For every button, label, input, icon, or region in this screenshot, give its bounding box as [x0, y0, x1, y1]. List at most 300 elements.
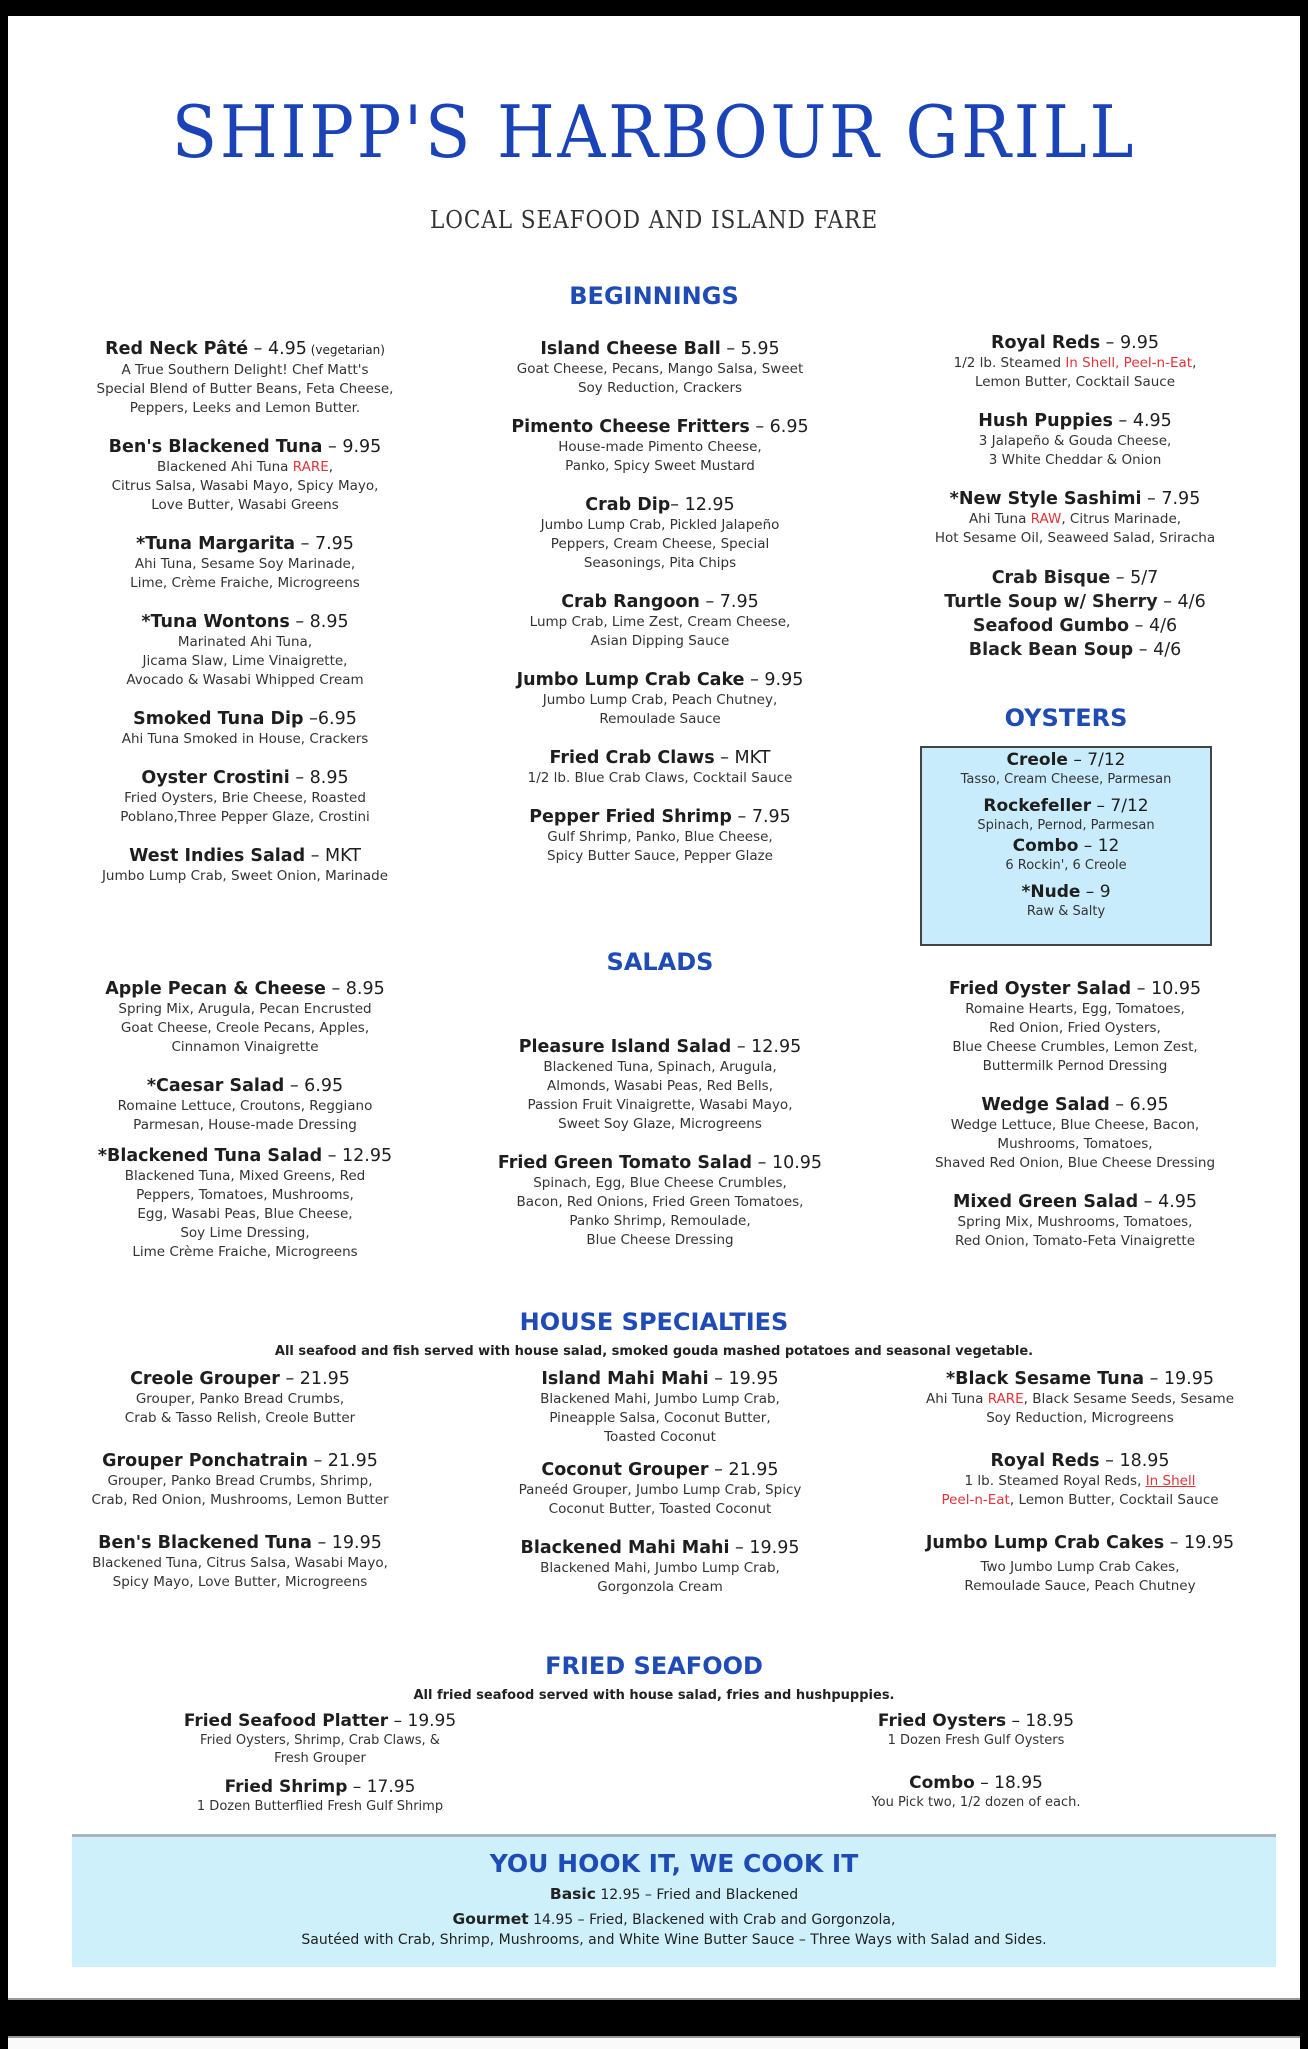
desc-line: Fresh Grouper	[274, 1751, 366, 1766]
desc-line: Remoulade Sauce	[599, 711, 721, 727]
desc-line: Asian Dipping Sauce	[590, 633, 730, 649]
fried-right-column	[826, 1710, 1126, 1830]
desc-line: Soy Lime Dressing,	[180, 1225, 310, 1241]
item-name: *Tuna Margarita	[136, 534, 296, 554]
desc-line: Red Onion, Fried Oysters,	[989, 1020, 1161, 1036]
item-price: 4/6	[1148, 616, 1178, 636]
separator: –	[1131, 979, 1152, 999]
menu-item	[470, 1459, 850, 1519]
desc-line: Gorgonzola Cream	[597, 1579, 723, 1595]
desc-text: Blackened Ahi Tuna	[156, 459, 293, 475]
item-description	[470, 1058, 850, 1134]
house-left-column	[50, 1368, 430, 1610]
highlight-text: In Shell, Peel-n-Eat	[1065, 355, 1193, 371]
item-name: Smoked Tuna Dip	[133, 709, 304, 729]
separator: –	[388, 1711, 408, 1731]
option-label: Gourmet	[452, 1910, 529, 1928]
desc-line: Romaine Hearts, Egg, Tomatoes,	[965, 1001, 1185, 1017]
item-name: Apple Pecan & Cheese	[105, 979, 326, 999]
separator: –	[1110, 568, 1131, 588]
separator: –	[1091, 796, 1111, 816]
option-text: 12.95 – Fried and Blackened	[595, 1887, 799, 1903]
item-name: Crab Dip	[585, 495, 671, 515]
desc-text: Ahi Tuna	[925, 1391, 988, 1407]
menu-item	[826, 1710, 1126, 1750]
item-name: Black Bean Soup	[968, 640, 1134, 660]
desc-line: Special Blend of Butter Beans, Feta Cheese,	[96, 381, 394, 397]
item-price: 18.95	[1025, 1711, 1075, 1731]
item-name: Red Neck Pâté	[105, 339, 249, 359]
item-price: 19.95	[407, 1711, 457, 1731]
desc-line: Grouper, Panko Bread Crumbs, Shrimp,	[107, 1473, 373, 1489]
item-name: Fried Seafood Platter	[183, 1711, 389, 1731]
house-middle-column	[470, 1368, 850, 1615]
menu-item	[60, 845, 430, 886]
section-heading-fried-seafood: FRIED SEAFOOD	[545, 1652, 763, 1680]
separator: –	[974, 1773, 995, 1793]
item-price: 19.95	[1163, 1369, 1215, 1389]
item-price: 4.95	[267, 339, 307, 359]
item-price: 12.95	[342, 1146, 393, 1166]
desc-line: Buttermilk Pernod Dressing	[982, 1058, 1168, 1074]
item-description	[60, 730, 430, 749]
item-description: 6 Rockin', 6 Creole	[1005, 858, 1127, 873]
separator: –	[1144, 1369, 1164, 1389]
desc-line: Blackened Tuna, Mixed Greens, Red	[124, 1168, 366, 1184]
section-heading-house-specialties: HOUSE SPECIALTIES	[519, 1308, 789, 1336]
item-price: 8.95	[309, 768, 349, 788]
desc-line: Passion Fruit Vinaigrette, Wasabi Mayo,	[527, 1097, 793, 1113]
separator: –	[248, 339, 268, 359]
desc-line: Jumbo Lump Crab, Sweet Onion, Marinade	[101, 868, 389, 884]
item-name: *Caesar Salad	[146, 1076, 285, 1096]
item-description	[470, 516, 850, 573]
menu-item	[470, 669, 850, 729]
next-page-edge	[8, 2036, 1300, 2049]
item-price: 5/7	[1130, 568, 1159, 588]
desc-text: , Citrus Marinade,	[1061, 511, 1182, 527]
item-price: 12	[1097, 836, 1120, 856]
item-name: Pleasure Island Salad	[518, 1037, 732, 1057]
menu-item	[880, 410, 1270, 470]
menu-item	[922, 750, 1210, 788]
soup-item	[880, 590, 1270, 614]
desc-line: Parmesan, House-made Dressing	[133, 1117, 357, 1133]
desc-line: Soy Reduction, Microgreens	[986, 1410, 1174, 1426]
menu-item	[922, 796, 1210, 834]
desc-line: Fried Oysters, Shrimp, Crab Claws, &	[200, 1733, 440, 1748]
desc-text: ,	[1192, 355, 1197, 371]
item-note: (vegetarian)	[306, 343, 385, 357]
section-heading-salads: SALADS	[606, 948, 714, 976]
menu-item	[160, 1776, 480, 1816]
item-description	[470, 1174, 850, 1250]
item-name: Creole	[1006, 750, 1068, 770]
menu-item	[50, 1532, 430, 1592]
item-price: 6.95	[1129, 1095, 1169, 1115]
menu-page	[8, 16, 1300, 2000]
item-price: 7/12	[1087, 750, 1126, 770]
separator: –	[699, 592, 720, 612]
desc-line: Love Butter, Wasabi Greens	[151, 497, 339, 513]
item-description	[60, 1167, 430, 1262]
separator: –	[303, 709, 318, 729]
item-description: Raw & Salty	[1026, 904, 1106, 919]
item-price: 21.95	[299, 1369, 350, 1389]
menu-item	[880, 1368, 1280, 1428]
menu-item	[60, 1075, 430, 1135]
separator: –	[1129, 616, 1149, 636]
desc-line: Poblano,Three Pepper Glaze, Crostini	[120, 809, 370, 825]
item-price: 12.95	[751, 1037, 802, 1057]
menu-item	[880, 1094, 1270, 1173]
item-description	[880, 1213, 1270, 1251]
item-price: 8.95	[309, 612, 349, 632]
item-price: 19.95	[331, 1533, 382, 1553]
separator: –	[1067, 750, 1088, 770]
item-price: 9.95	[1120, 333, 1159, 353]
desc-line: Blue Cheese Dressing	[586, 1232, 734, 1248]
menu-item	[470, 416, 850, 476]
item-description	[60, 361, 430, 418]
separator: –	[1133, 640, 1154, 660]
separator: –	[1138, 1192, 1159, 1212]
separator: –	[325, 979, 346, 999]
highlight-text: RARE	[987, 1391, 1024, 1407]
separator: –	[284, 1076, 305, 1096]
desc-line: You Pick two, 1/2 dozen of each.	[871, 1795, 1081, 1810]
item-price: 7.95	[314, 534, 354, 554]
item-description	[826, 1794, 1126, 1812]
option-text: 14.95 – Fried, Blackened with Crab and Gorgonzola,	[528, 1912, 896, 1928]
item-price: 8.95	[345, 979, 385, 999]
beginnings-left-column	[60, 338, 430, 904]
item-name: Jumbo Lump Crab Cakes	[925, 1533, 1165, 1553]
desc-line: Peppers, Cream Cheese, Special	[550, 536, 770, 552]
desc-line: Mushrooms, Tomatoes,	[997, 1136, 1153, 1152]
desc-line: Toasted Coconut	[604, 1429, 716, 1445]
item-price: 17.95	[366, 1777, 416, 1797]
desc-line: Hot Sesame Oil, Seaweed Salad, Sriracha	[934, 530, 1216, 546]
desc-line: Red Onion, Tomato-Feta Vinaigrette	[954, 1233, 1196, 1249]
desc-line: Egg, Wasabi Peas, Blue Cheese,	[137, 1206, 353, 1222]
desc-line: A True Southern Delight! Chef Matt's	[121, 362, 369, 378]
item-price: MKT	[325, 846, 361, 866]
desc-line: Sweet Soy Glaze, Microgreens	[558, 1116, 762, 1132]
desc-line: Fried Oysters, Brie Cheese, Roasted	[124, 790, 366, 806]
desc-line: Cinnamon Vinaigrette	[171, 1039, 319, 1055]
item-price: 7.95	[751, 807, 791, 827]
desc-line: Paneéd Grouper, Jumbo Lump Crab, Spicy	[518, 1482, 802, 1498]
oysters-box	[920, 746, 1212, 946]
menu-item	[470, 494, 850, 573]
desc-line: Spring Mix, Mushrooms, Tomatoes,	[957, 1214, 1193, 1230]
item-description	[470, 613, 850, 651]
menu-item	[880, 332, 1270, 392]
desc-line: Pineapple Salsa, Coconut Butter,	[549, 1410, 771, 1426]
separator: –	[279, 1369, 300, 1389]
separator: –	[708, 1460, 729, 1480]
separator: –	[752, 1153, 772, 1173]
item-name: Crab Rangoon	[561, 592, 700, 612]
item-description	[470, 828, 850, 866]
separator: –	[305, 846, 326, 866]
item-description	[470, 769, 850, 788]
item-name: Creole Grouper	[130, 1369, 280, 1389]
gourmet-option-detail: Sautéed with Crab, Shrimp, Mushrooms, and White Wine Butter Sauce – Three Ways with Salad and Sides.	[301, 1932, 1047, 1948]
item-name: *New Style Sashimi	[949, 489, 1142, 509]
menu-item	[60, 533, 430, 593]
item-name: West Indies Salad	[129, 846, 306, 866]
item-description	[470, 438, 850, 476]
gourmet-option	[72, 1909, 1276, 1930]
desc-line: Ahi Tuna Smoked in House, Crackers	[121, 731, 369, 747]
item-name: Combo	[1012, 836, 1079, 856]
desc-line: Jicama Slaw, Lime Vinaigrette,	[142, 653, 348, 669]
separator: –	[1100, 333, 1120, 353]
desc-line: Spinach, Egg, Blue Cheese Crumbles,	[533, 1175, 787, 1191]
fried-left-column	[160, 1710, 480, 1834]
desc-line: Avocado & Wasabi Whipped Cream	[126, 672, 364, 688]
item-description	[60, 867, 430, 886]
separator: –	[1099, 1451, 1120, 1471]
desc-text: Ahi Tuna	[968, 511, 1031, 527]
item-price: 4/6	[1177, 592, 1206, 612]
basic-option	[72, 1884, 1276, 1905]
desc-line: Bacon, Red Onions, Fried Green Tomatoes,	[516, 1194, 804, 1210]
item-description: Spinach, Pernod, Parmesan	[977, 818, 1155, 833]
item-name: Fried Crab Claws	[549, 748, 715, 768]
desc-line: Ahi Tuna, Sesame Soy Marinade,	[134, 556, 356, 572]
item-price: 21.95	[327, 1451, 378, 1471]
item-description	[470, 691, 850, 729]
item-description	[160, 1732, 480, 1768]
item-description: Tasso, Cream Cheese, Parmesan	[960, 772, 1172, 787]
desc-line: Lime, Crème Fraiche, Microgreens	[130, 575, 360, 591]
menu-item	[470, 747, 850, 788]
section-heading-oysters: OYSTERS	[1004, 704, 1128, 732]
separator: –	[1006, 1711, 1026, 1731]
separator: –	[347, 1777, 367, 1797]
item-name: Rockefeller	[983, 796, 1092, 816]
item-price: 18.95	[994, 1773, 1043, 1793]
menu-item	[60, 708, 430, 749]
separator: –	[744, 670, 765, 690]
menu-item	[880, 1191, 1270, 1251]
item-description	[880, 1000, 1270, 1076]
menu-item	[60, 978, 430, 1057]
desc-line: Two Jumbo Lump Crab Cakes,	[980, 1559, 1180, 1575]
item-price: 9	[1099, 882, 1111, 902]
desc-line: Coconut Butter, Toasted Coconut	[548, 1501, 772, 1517]
desc-line: Spicy Butter Sauce, Pepper Glaze	[547, 848, 773, 864]
section-heading-you-hook-it: YOU HOOK IT, WE COOK IT	[489, 1849, 859, 1878]
separator: –	[307, 1451, 328, 1471]
desc-line: 3 White Cheddar & Onion	[988, 452, 1162, 468]
desc-line: 1 Dozen Butterflied Fresh Gulf Shrimp	[196, 1799, 444, 1814]
menu-item	[470, 338, 850, 398]
menu-item	[60, 338, 430, 418]
item-price: 7.95	[719, 592, 759, 612]
desc-line: Panko Shrimp, Remoulade,	[569, 1213, 751, 1229]
item-description	[60, 789, 430, 827]
item-price: 10.95	[1151, 979, 1202, 999]
item-name: Fried Green Tomato Salad	[497, 1153, 753, 1173]
restaurant-title: SHIPP'S HARBOUR GRILL	[171, 90, 1137, 174]
separator: –	[322, 437, 343, 457]
item-name: Combo	[909, 1773, 975, 1793]
desc-line: Goat Cheese, Pecans, Mango Salsa, Sweet	[516, 361, 804, 377]
item-name: Fried Oysters	[877, 1711, 1007, 1731]
menu-item	[470, 1036, 850, 1134]
desc-line: Panko, Spicy Sweet Mustard	[565, 458, 755, 474]
desc-line: Goat Cheese, Creole Pecans, Apples,	[120, 1020, 370, 1036]
item-price: 18.95	[1119, 1451, 1170, 1471]
desc-line: Remoulade Sauce, Peach Chutney	[964, 1578, 1196, 1594]
separator: –	[731, 807, 752, 827]
menu-item	[470, 1368, 850, 1447]
item-name: Hush Puppies	[978, 411, 1113, 431]
menu-item	[470, 806, 850, 866]
soup-item	[880, 614, 1270, 638]
desc-line: Shaved Red Onion, Blue Cheese Dressing	[934, 1155, 1216, 1171]
menu-item	[160, 1710, 480, 1768]
soup-item	[880, 566, 1270, 590]
desc-text: , Black Sesame Seeds, Sesame	[1023, 1391, 1235, 1407]
desc-text: ,	[328, 459, 334, 475]
desc-line: Peppers, Tomatoes, Mushrooms,	[136, 1187, 354, 1203]
item-description	[470, 1481, 850, 1519]
item-price: 4.95	[1132, 411, 1172, 431]
item-name: Pimento Cheese Fritters	[511, 417, 750, 437]
menu-item	[880, 978, 1270, 1076]
item-description	[826, 1732, 1126, 1750]
item-description	[50, 1554, 430, 1592]
highlight-text: In Shell	[1145, 1473, 1196, 1489]
soups-list	[880, 566, 1270, 662]
item-price: 4/6	[1153, 640, 1182, 660]
item-name: Mixed Green Salad	[952, 1192, 1139, 1212]
separator: –	[1078, 836, 1098, 856]
menu-item	[50, 1368, 430, 1428]
separator: –	[289, 612, 310, 632]
item-price: 4.95	[1158, 1192, 1198, 1212]
separator: –	[1141, 489, 1162, 509]
desc-line: Lime Crème Fraiche, Microgreens	[132, 1244, 358, 1260]
item-description	[880, 354, 1270, 392]
desc-line: Grouper, Panko Bread Crumbs,	[135, 1391, 345, 1407]
item-price: 6.95	[304, 1076, 344, 1096]
item-description	[160, 1798, 480, 1816]
item-name: Royal Reds	[990, 1451, 1100, 1471]
menu-item	[922, 836, 1210, 874]
desc-line: Lemon Butter, Cocktail Sauce	[974, 374, 1176, 390]
separator: –	[729, 1538, 750, 1558]
desc-line: Jumbo Lump Crab, Peach Chutney,	[542, 692, 778, 708]
item-description	[50, 1472, 430, 1510]
item-name: *Black Sesame Tuna	[945, 1369, 1145, 1389]
item-description	[880, 510, 1270, 548]
item-description	[880, 1558, 1280, 1596]
separator: –	[731, 1037, 752, 1057]
separator: –	[1080, 882, 1100, 902]
desc-line: Lump Crab, Lime Zest, Cream Cheese,	[529, 614, 791, 630]
item-name: Turtle Soup w/ Sherry	[944, 592, 1158, 612]
item-name: *Blackened Tuna Salad	[97, 1146, 323, 1166]
item-name: *Tuna Wontons	[141, 612, 290, 632]
desc-text: 1 lb. Steamed Royal Reds,	[964, 1473, 1146, 1489]
highlight-text: RAW	[1030, 511, 1062, 527]
item-name: Island Mahi Mahi	[541, 1369, 709, 1389]
desc-line: Almonds, Wasabi Peas, Red Bells,	[547, 1078, 773, 1094]
separator: –	[720, 339, 741, 359]
item-name: Oyster Crostini	[141, 768, 290, 788]
soup-item	[880, 638, 1270, 662]
desc-line: Seasonings, Pita Chips	[583, 555, 737, 571]
desc-line: Blue Cheese Crumbles, Lemon Zest,	[952, 1039, 1198, 1055]
item-description	[470, 1390, 850, 1447]
desc-line: Spring Mix, Arugula, Pecan Encrusted	[118, 1001, 372, 1017]
separator: –	[1157, 592, 1178, 612]
item-price: 12.95	[684, 495, 735, 515]
menu-item	[60, 611, 430, 690]
menu-item	[880, 1532, 1280, 1596]
item-price: 9.95	[764, 670, 804, 690]
separator: –	[708, 1369, 729, 1389]
item-name: Fried Oyster Salad	[948, 979, 1132, 999]
item-description	[50, 1390, 430, 1428]
separator: –	[295, 534, 315, 554]
menu-item	[50, 1450, 430, 1510]
separator: –	[311, 1533, 332, 1553]
you-hook-it-box	[72, 1834, 1276, 1967]
item-description	[60, 633, 430, 690]
item-name: *Nude	[1021, 882, 1081, 902]
item-name: Coconut Grouper	[541, 1460, 709, 1480]
desc-line: Wedge Lettuce, Blue Cheese, Bacon,	[950, 1117, 1200, 1133]
desc-line: Marinated Ahi Tuna,	[177, 634, 313, 650]
item-name: Royal Reds	[991, 333, 1101, 353]
menu-item	[470, 1537, 850, 1597]
desc-line: House-made Pimento Cheese,	[558, 439, 762, 455]
item-price: 19.95	[749, 1538, 800, 1558]
beginnings-right-column	[880, 332, 1270, 662]
item-price: 7/12	[1110, 796, 1149, 816]
desc-line: Crab, Red Onion, Mushrooms, Lemon Butter	[91, 1492, 389, 1508]
desc-text: 1/2 lb. Steamed	[953, 355, 1066, 371]
desc-line: Citrus Salsa, Wasabi Mayo, Spicy Mayo,	[111, 478, 379, 494]
desc-line: Crab & Tasso Relish, Creole Butter	[124, 1410, 356, 1426]
item-price: 21.95	[728, 1460, 779, 1480]
item-price: 19.95	[728, 1369, 779, 1389]
restaurant-subtitle: LOCAL SEAFOOD AND ISLAND FARE	[429, 206, 879, 234]
highlight-text: RARE	[292, 459, 329, 475]
item-description	[880, 1116, 1270, 1173]
item-name: Pepper Fried Shrimp	[529, 807, 732, 827]
item-price: 5.95	[740, 339, 780, 359]
beginnings-middle-column	[470, 338, 850, 884]
menu-item	[880, 1450, 1280, 1510]
item-description	[470, 360, 850, 398]
desc-line: Blackened Tuna, Citrus Salsa, Wasabi Mayo,	[92, 1555, 388, 1571]
menu-item	[470, 1152, 850, 1250]
item-name: Blackened Mahi Mahi	[520, 1538, 730, 1558]
salads-left-column	[60, 978, 430, 1280]
menu-item	[826, 1772, 1126, 1812]
desc-line: Jumbo Lump Crab, Pickled Jalapeño	[540, 517, 780, 533]
item-price: 7.95	[1161, 489, 1201, 509]
menu-item	[60, 436, 430, 515]
